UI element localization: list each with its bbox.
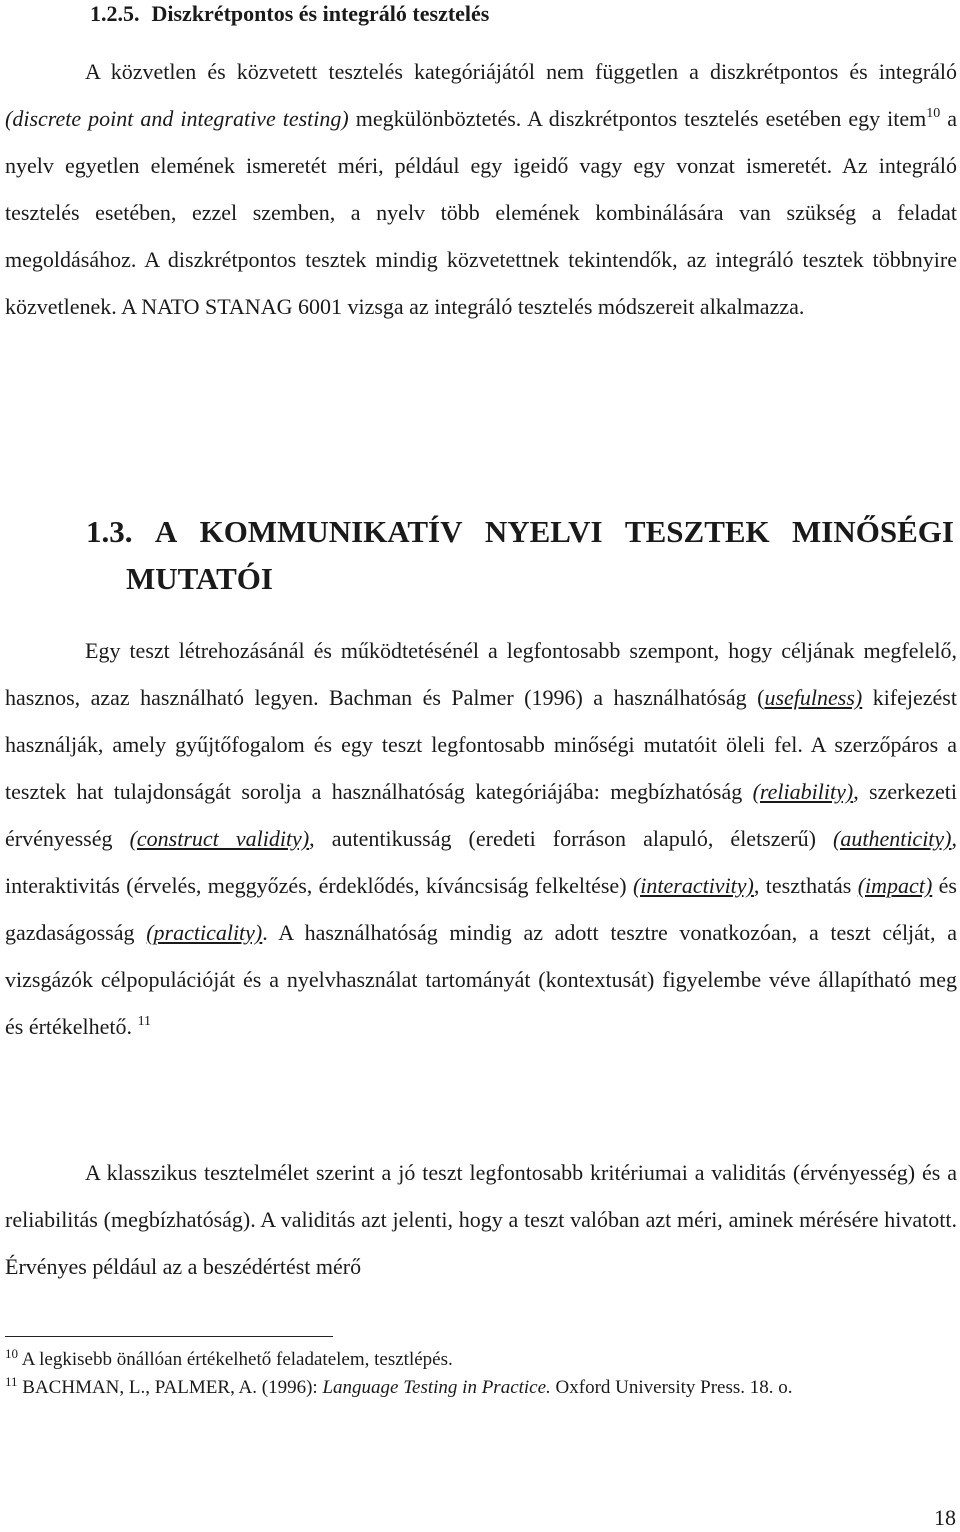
term-usefulness: usefulness) (764, 685, 863, 710)
section-title: Diszkrétpontos és integráló tesztelés (151, 1, 490, 26)
italic-term: (discrete point and integrative testing) (5, 106, 349, 131)
footnote-ref-11[interactable]: 11 (137, 1014, 152, 1029)
footnote-10: $^{10}$ A legkisebb önállóan értékelhető feladatelem, tesztlépés. (5, 1346, 453, 1370)
term-interactivity: (interactivity) (632, 873, 754, 898)
section-heading-1-2-5 (90, 0, 489, 28)
section-number: 1.3. (86, 514, 133, 549)
footnotes (5, 1346, 957, 1402)
footnote-ref-10[interactable]: 10 (926, 106, 941, 121)
paragraph-usefulness: Egy teszt létrehozásánál és működtetésénél a legfontosabb szempont, hogy céljának megfelelő, hasznos, azaz használható legyen. Bachman és Palmer (1996) a használhatóság (usefulness) kifejezést használják, amely gyűjtőfogalom és egy teszt legfontosabb minőségi mutatóit öleli fel. A szerzőpáros a tesztek hat tulajdonságát sorolja a használhatóság kategóriájába: megbízhatóság (reliability), szerkezeti érvényesség (construct validity), autentikusság (eredeti forráson alapuló, életszerű) (authenticity), interaktivitás (érvelés, meggyőzés, érdeklődés, kíváncsiság felkeltése) (interactivity), teszthatás (impact) és gazdaságosság (practicality). A használhatóság mindig az adott tesztre vonatkozóan, a teszt célját, a vizsgázók célpopulációját és a nyelvhasználat tartományát (kontextusát) figyelembe véve állapítható meg és értékelhető. $^{11}$ (5, 638, 958, 1039)
footnote-11: $^{11}$ BACHMAN, L., PALMER, A. (1996): Language Testing in Practice. Oxford University Press. 18. o. (5, 1374, 793, 1398)
footnote-divider (5, 1336, 333, 1337)
book-title: Language Testing in Practice. (322, 1377, 551, 1398)
term-impact: (impact) (857, 873, 933, 898)
section-title-line2: MUTATÓI (126, 561, 273, 596)
page-number: 18 (934, 1505, 956, 1530)
term-reliability: (reliability) (752, 779, 854, 804)
paragraph-discrete-integrative: A közvetlen és közvetett tesztelés kategóriájától nem független a diszkrétpontos és integráló (discrete point and integrative testing) megkülönböztetés. A diszkrétpontos tesztelés esetében egy item$^{10}$ a nyelv egyetlen elemének ismeretét méri, például egy igeidő vagy egy vonzat ismeretét. Az integráló tesztelés esetében, ezzel szemben, a nyelv több elemének kombinálására van szükség a feladat megoldásához. A diszkrétpontos tesztek mindig közvetettnek tekintendők, az integráló tesztek többnyire közvetlenek. A NATO STANAG 6001 vizsga az integráló tesztelés módszereit alkalmazza. (5, 59, 958, 319)
section-heading-1-3: 1.3. A KOMMUNIKATÍV NYELVI TESZTEK MINŐSÉGI MUTATÓI (86, 508, 960, 602)
term-authenticity: (authenticity) (833, 826, 952, 851)
section-number: 1.2.5. (90, 1, 140, 26)
term-practicality: (practicality) (146, 920, 263, 945)
term-construct-validity: (construct validity) (129, 826, 310, 851)
paragraph-classical-theory: A klasszikus tesztelmélet szerint a jó teszt legfontosabb kritériumai a validitás (érvényesség) és a reliabilitás (megbízhatóság). A validitás azt jelenti, hogy a teszt valóban azt méri, aminek mérésére hivatott. Érvényes például az a beszédértést mérő (5, 1160, 957, 1279)
